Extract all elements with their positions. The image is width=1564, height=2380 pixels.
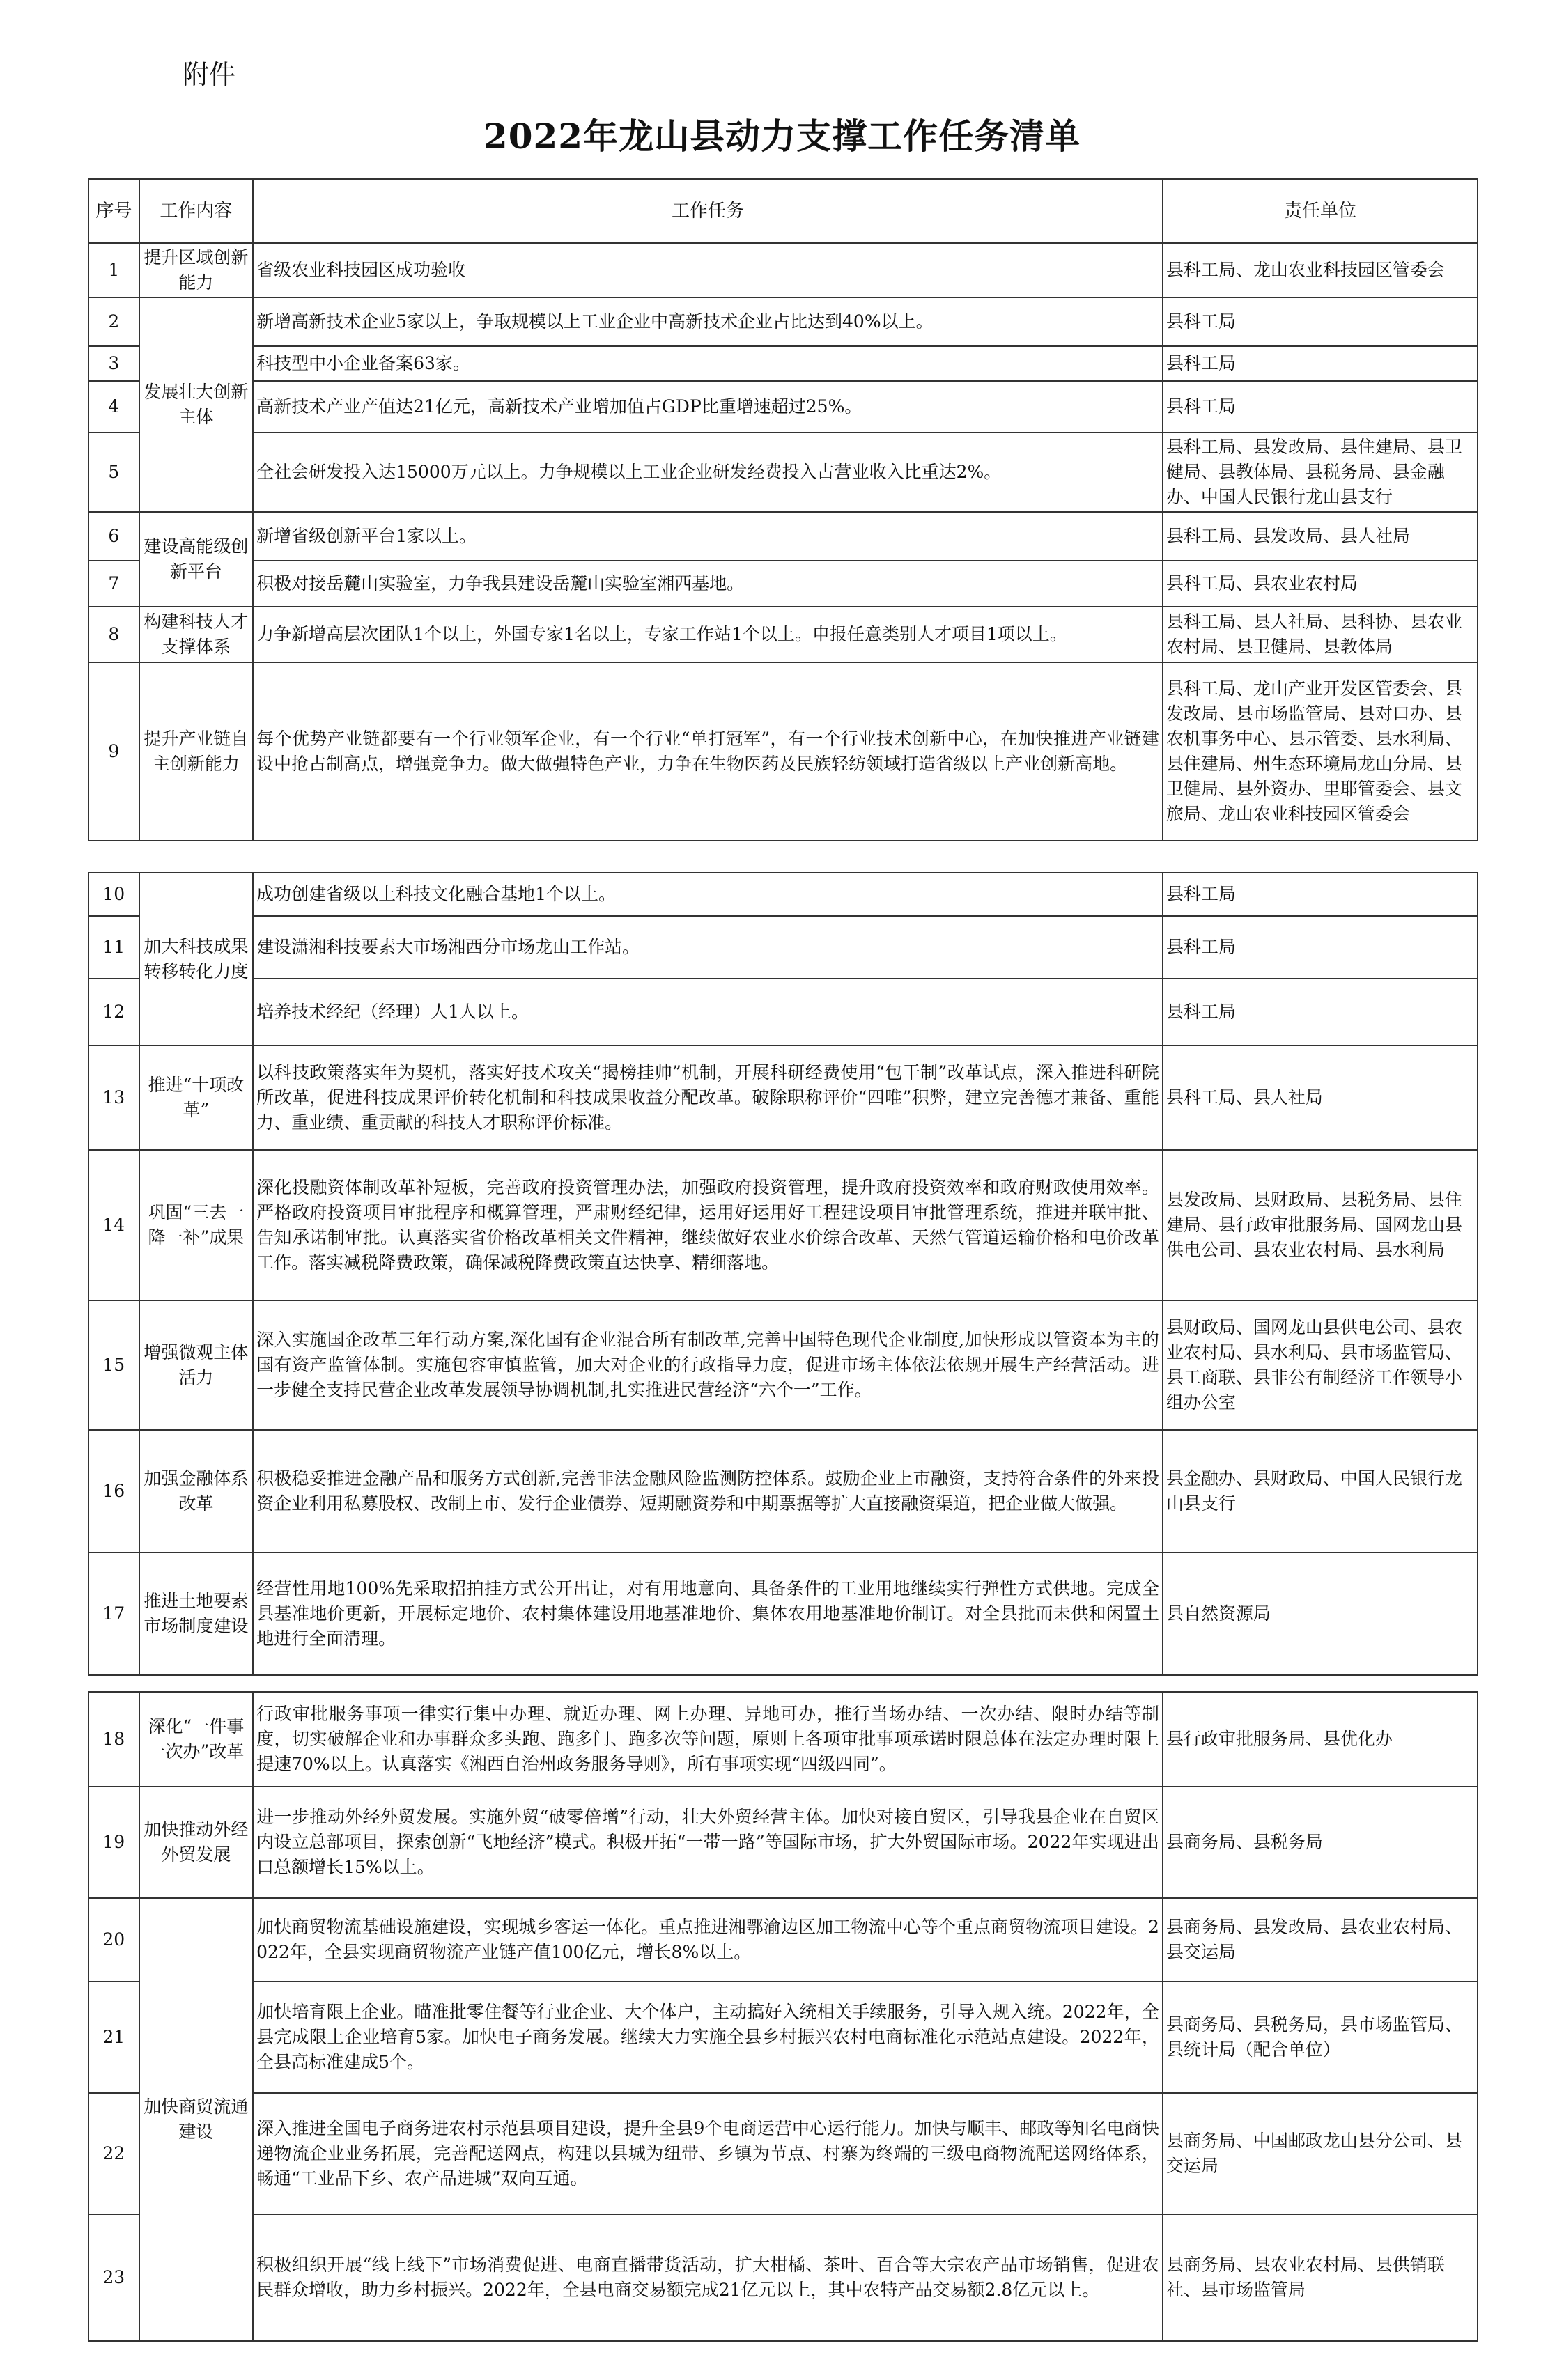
row-content: 加大科技成果转移转化力度 — [139, 873, 253, 1045]
row-content: 加快推动外经外贸发展 — [139, 1787, 253, 1898]
row-task: 力争新增高层次团队1个以上，外国专家1名以上，专家工作站1个以上。申报任意类别人才项目1项以上。 — [253, 607, 1163, 662]
row-content: 增强微观主体活力 — [139, 1300, 253, 1430]
row-task: 培养技术经纪（经理）人1人以上。 — [253, 979, 1163, 1045]
table-row — [88, 873, 1478, 916]
row-task: 建设潇湘科技要素大市场湘西分市场龙山工作站。 — [253, 916, 1163, 979]
row-task: 积极稳妥推进金融产品和服务方式创新,完善非法金融风险监测防控体系。鼓励企业上市融资，支持符合条件的外来投资企业利用私募股权、改制上市、发行企业债券、短期融资券和中期票据等扩大直接融资渠道，把企业做大做强。 — [253, 1430, 1163, 1553]
row-content: 巩固“三去一降一补”成果 — [139, 1150, 253, 1300]
row-unit: 县商务局、中国邮政龙山县分公司、县交运局 — [1163, 2093, 1478, 2214]
row-no: 22 — [88, 2093, 139, 2214]
row-task: 经营性用地100%先采取招拍挂方式公开出让，对有用地意向、具备条件的工业用地继续实行弹性方式供地。完成全县基准地价更新，开展标定地价、农村集体建设用地基准地价、集体农用地基准地价制订。对全县批而未供和闲置土地进行全面清理。 — [253, 1553, 1163, 1675]
table-row — [88, 1787, 1478, 1898]
table-row — [88, 381, 1478, 433]
row-no: 6 — [88, 512, 139, 561]
table-row — [88, 1150, 1478, 1300]
row-unit: 县金融办、县财政局、中国人民银行龙山县支行 — [1163, 1430, 1478, 1553]
row-unit: 县科工局 — [1163, 916, 1478, 979]
row-no: 21 — [88, 1982, 139, 2093]
row-task: 加快商贸物流基础设施建设，实现城乡客运一体化。重点推进湘鄂渝边区加工物流中心等个重点商贸物流项目建设。2022年，全县实现商贸物流产业链产值100亿元，增长8%以上。 — [253, 1898, 1163, 1982]
table-row — [88, 243, 1478, 297]
table-row — [88, 607, 1478, 662]
table-row — [88, 2214, 1478, 2341]
row-no: 23 — [88, 2214, 139, 2341]
row-no: 1 — [88, 243, 139, 297]
row-unit: 县商务局、县发改局、县农业农村局、县交运局 — [1163, 1898, 1478, 1982]
row-content: 构建科技人才支撑体系 — [139, 607, 253, 662]
row-task: 行政审批服务事项一律实行集中办理、就近办理、网上办理、异地可办，推行当场办结、一次办结、限时办结等制度，切实破解企业和办事群众多头跑、跑多门、跑多次等问题，原则上各项审批事项承诺时限总体在法定办理时限上提速70%以上。认真落实《湘西自治州政务服务导则》，所有事项实现“四级四同”。 — [253, 1692, 1163, 1787]
row-no: 12 — [88, 979, 139, 1045]
row-content: 提升区域创新能力 — [139, 243, 253, 297]
row-content: 发展壮大创新主体 — [139, 297, 253, 512]
table-row — [88, 1982, 1478, 2093]
row-unit: 县商务局、县农业农村局、县供销联社、县市场监管局 — [1163, 2214, 1478, 2341]
row-unit: 县自然资源局 — [1163, 1553, 1478, 1675]
task-table-part-1 — [88, 178, 1478, 841]
row-task: 省级农业科技园区成功验收 — [253, 243, 1163, 297]
row-unit: 县发改局、县财政局、县税务局、县住建局、县行政审批服务局、国网龙山县供电公司、县农业农村局、县水利局 — [1163, 1150, 1478, 1300]
table-row — [88, 1430, 1478, 1553]
table-row — [88, 2093, 1478, 2214]
row-no: 18 — [88, 1692, 139, 1787]
row-content: 加强金融体系改革 — [139, 1430, 253, 1553]
row-unit: 县科工局 — [1163, 346, 1478, 381]
row-no: 19 — [88, 1787, 139, 1898]
row-task: 科技型中小企业备案63家。 — [253, 346, 1163, 381]
table-row — [88, 1300, 1478, 1430]
row-unit: 县财政局、国网龙山县供电公司、县农业农村局、县水利局、县市场监管局、县工商联、县非公有制经济工作领导小组办公室 — [1163, 1300, 1478, 1430]
table-row — [88, 297, 1478, 346]
table-row — [88, 433, 1478, 512]
row-no: 10 — [88, 873, 139, 916]
row-no: 20 — [88, 1898, 139, 1982]
row-unit: 县科工局、龙山农业科技园区管委会 — [1163, 243, 1478, 297]
row-task: 高新技术产业产值达21亿元，高新技术产业增加值占GDP比重增速超过25%。 — [253, 381, 1163, 433]
row-task: 深入推进全国电子商务进农村示范县项目建设，提升全县9个电商运营中心运行能力。加快与顺丰、邮政等知名电商快递物流企业业务拓展，完善配送网点，构建以县城为纽带、乡镇为节点、村寨为终端的三级电商物流配送网络体系，畅通“工业品下乡、农产品进城”双向互通。 — [253, 2093, 1163, 2214]
task-table-part-3 — [88, 1691, 1478, 2342]
row-task: 积极组织开展“线上线下”市场消费促进、电商直播带货活动，扩大柑橘、茶叶、百合等大宗农产品市场销售，促进农民群众增收，助力乡村振兴。2022年，全县电商交易额完成21亿元以上，其中农特产品交易额2.8亿元以上。 — [253, 2214, 1163, 2341]
row-no: 14 — [88, 1150, 139, 1300]
row-content: 推进“十项改革” — [139, 1045, 253, 1150]
row-no: 17 — [88, 1553, 139, 1675]
table-row — [88, 1692, 1478, 1787]
attachment-label: 附件 — [183, 59, 236, 90]
row-unit: 县科工局、县农业农村局 — [1163, 561, 1478, 607]
table-row — [88, 561, 1478, 607]
header-task: 工作任务 — [253, 179, 1163, 243]
row-no: 9 — [88, 662, 139, 841]
row-no: 2 — [88, 297, 139, 346]
row-unit: 县商务局、县税务局 — [1163, 1787, 1478, 1898]
row-unit: 县科工局、县发改局、县人社局 — [1163, 512, 1478, 561]
table-row — [88, 916, 1478, 979]
row-task: 全社会研发投入达15000万元以上。力争规模以上工业企业研发经费投入占营业收入比重达2%。 — [253, 433, 1163, 512]
row-unit: 县行政审批服务局、县优化办 — [1163, 1692, 1478, 1787]
table-row — [88, 1898, 1478, 1982]
row-unit: 县科工局 — [1163, 297, 1478, 346]
row-task: 每个优势产业链都要有一个行业领军企业，有一个行业“单打冠军”，有一个行业技术创新中心，在加快推进产业链建设中抢占制高点，增强竞争力。做大做强特色产业，力争在生物医药及民族轻纺领域打造省级以上产业创新高地。 — [253, 662, 1163, 841]
row-no: 16 — [88, 1430, 139, 1553]
row-task: 深化投融资体制改革补短板，完善政府投资管理办法，加强政府投资管理，提升政府投资效率和政府财政使用效率。严格政府投资项目审批程序和概算管理，严肃财经纪律，运用好运用好工程建设项目审批管理系统，推进并联审批、告知承诺制审批。认真落实省价格改革相关文件精神，继续做好农业水价综合改革、天然气管道运输价格和电价改革工作。落实减税降费政策，确保减税降费政策直达快享、精细落地。 — [253, 1150, 1163, 1300]
row-no: 11 — [88, 916, 139, 979]
row-task: 积极对接岳麓山实验室，力争我县建设岳麓山实验室湘西基地。 — [253, 561, 1163, 607]
header-content: 工作内容 — [139, 179, 253, 243]
row-no: 13 — [88, 1045, 139, 1150]
row-task: 新增省级创新平台1家以上。 — [253, 512, 1163, 561]
row-task: 进一步推动外经外贸发展。实施外贸“破零倍增”行动，壮大外贸经营主体。加快对接自贸区，引导我县企业在自贸区内设立总部项目，探索创新“飞地经济”模式。积极开拓“一带一路”等国际市场，扩大外贸国际市场。2022年实现进出口总额增长15%以上。 — [253, 1787, 1163, 1898]
row-task: 以科技政策落实年为契机，落实好技术攻关“揭榜挂帅”机制，开展科研经费使用“包干制”改革试点，深入推进科研院所改革，促进科技成果评价转化机制和科技成果收益分配改革。破除职称评价“四唯”积弊，建立完善德才兼备、重能力、重业绩、重贡献的科技人才职称评价标准。 — [253, 1045, 1163, 1150]
row-no: 7 — [88, 561, 139, 607]
header-no: 序号 — [88, 179, 139, 243]
row-unit: 县科工局 — [1163, 873, 1478, 916]
row-unit: 县商务局、县税务局，县市场监管局、县统计局（配合单位） — [1163, 1982, 1478, 2093]
table-row — [88, 979, 1478, 1045]
row-unit: 县科工局 — [1163, 979, 1478, 1045]
row-content: 加快商贸流通建设 — [139, 1898, 253, 2341]
row-task: 深入实施国企改革三年行动方案,深化国有企业混合所有制改革,完善中国特色现代企业制度,加快形成以管资本为主的国有资产监管体制。实施包容审慎监管，加大对企业的行政指导力度，促进市场主体依法依规开展生产经营活动。进一步健全支持民营企业改革发展领导协调机制,扎实推进民营经济“六个一”工作。 — [253, 1300, 1163, 1430]
row-unit: 县科工局 — [1163, 381, 1478, 433]
row-unit: 县科工局、龙山产业开发区管委会、县发改局、县市场监管局、县对口办、县农机事务中心、县示管委、县水利局、县住建局、州生态环境局龙山分局、县卫健局、县外资办、里耶管委会、县文旅局、龙山农业科技园区管委会 — [1163, 662, 1478, 841]
table-row — [88, 512, 1478, 561]
row-content: 推进土地要素市场制度建设 — [139, 1553, 253, 1675]
row-no: 3 — [88, 346, 139, 381]
table-row — [88, 662, 1478, 841]
page-title: 2022年龙山县动力支撑工作任务清单 — [483, 116, 1081, 157]
table-row — [88, 1553, 1478, 1675]
row-task: 新增高新技术企业5家以上，争取规模以上工业企业中高新技术企业占比达到40%以上。 — [253, 297, 1163, 346]
header-unit: 责任单位 — [1163, 179, 1478, 243]
row-content: 深化“一件事一次办”改革 — [139, 1692, 253, 1787]
row-task: 加快培育限上企业。瞄准批零住餐等行业企业、大个体户，主动搞好入统相关手续服务，引导入规入统。2022年，全县完成限上企业培育5家。加快电子商务发展。继续大力实施全县乡村振兴农村电商标准化示范站点建设。2022年，全县高标准建成5个。 — [253, 1982, 1163, 2093]
row-no: 15 — [88, 1300, 139, 1430]
table-row — [88, 346, 1478, 381]
row-unit: 县科工局、县发改局、县住建局、县卫健局、县教体局、县税务局、县金融办、中国人民银行龙山县支行 — [1163, 433, 1478, 512]
row-content: 建设高能级创新平台 — [139, 512, 253, 607]
task-table-part-2 — [88, 872, 1478, 1676]
table-header-row — [88, 179, 1478, 243]
row-unit: 县科工局、县人社局、县科协、县农业农村局、县卫健局、县教体局 — [1163, 607, 1478, 662]
row-content: 提升产业链自主创新能力 — [139, 662, 253, 841]
row-task: 成功创建省级以上科技文化融合基地1个以上。 — [253, 873, 1163, 916]
row-no: 4 — [88, 381, 139, 433]
table-row — [88, 1045, 1478, 1150]
row-unit: 县科工局、县人社局 — [1163, 1045, 1478, 1150]
row-no: 8 — [88, 607, 139, 662]
row-no: 5 — [88, 433, 139, 512]
